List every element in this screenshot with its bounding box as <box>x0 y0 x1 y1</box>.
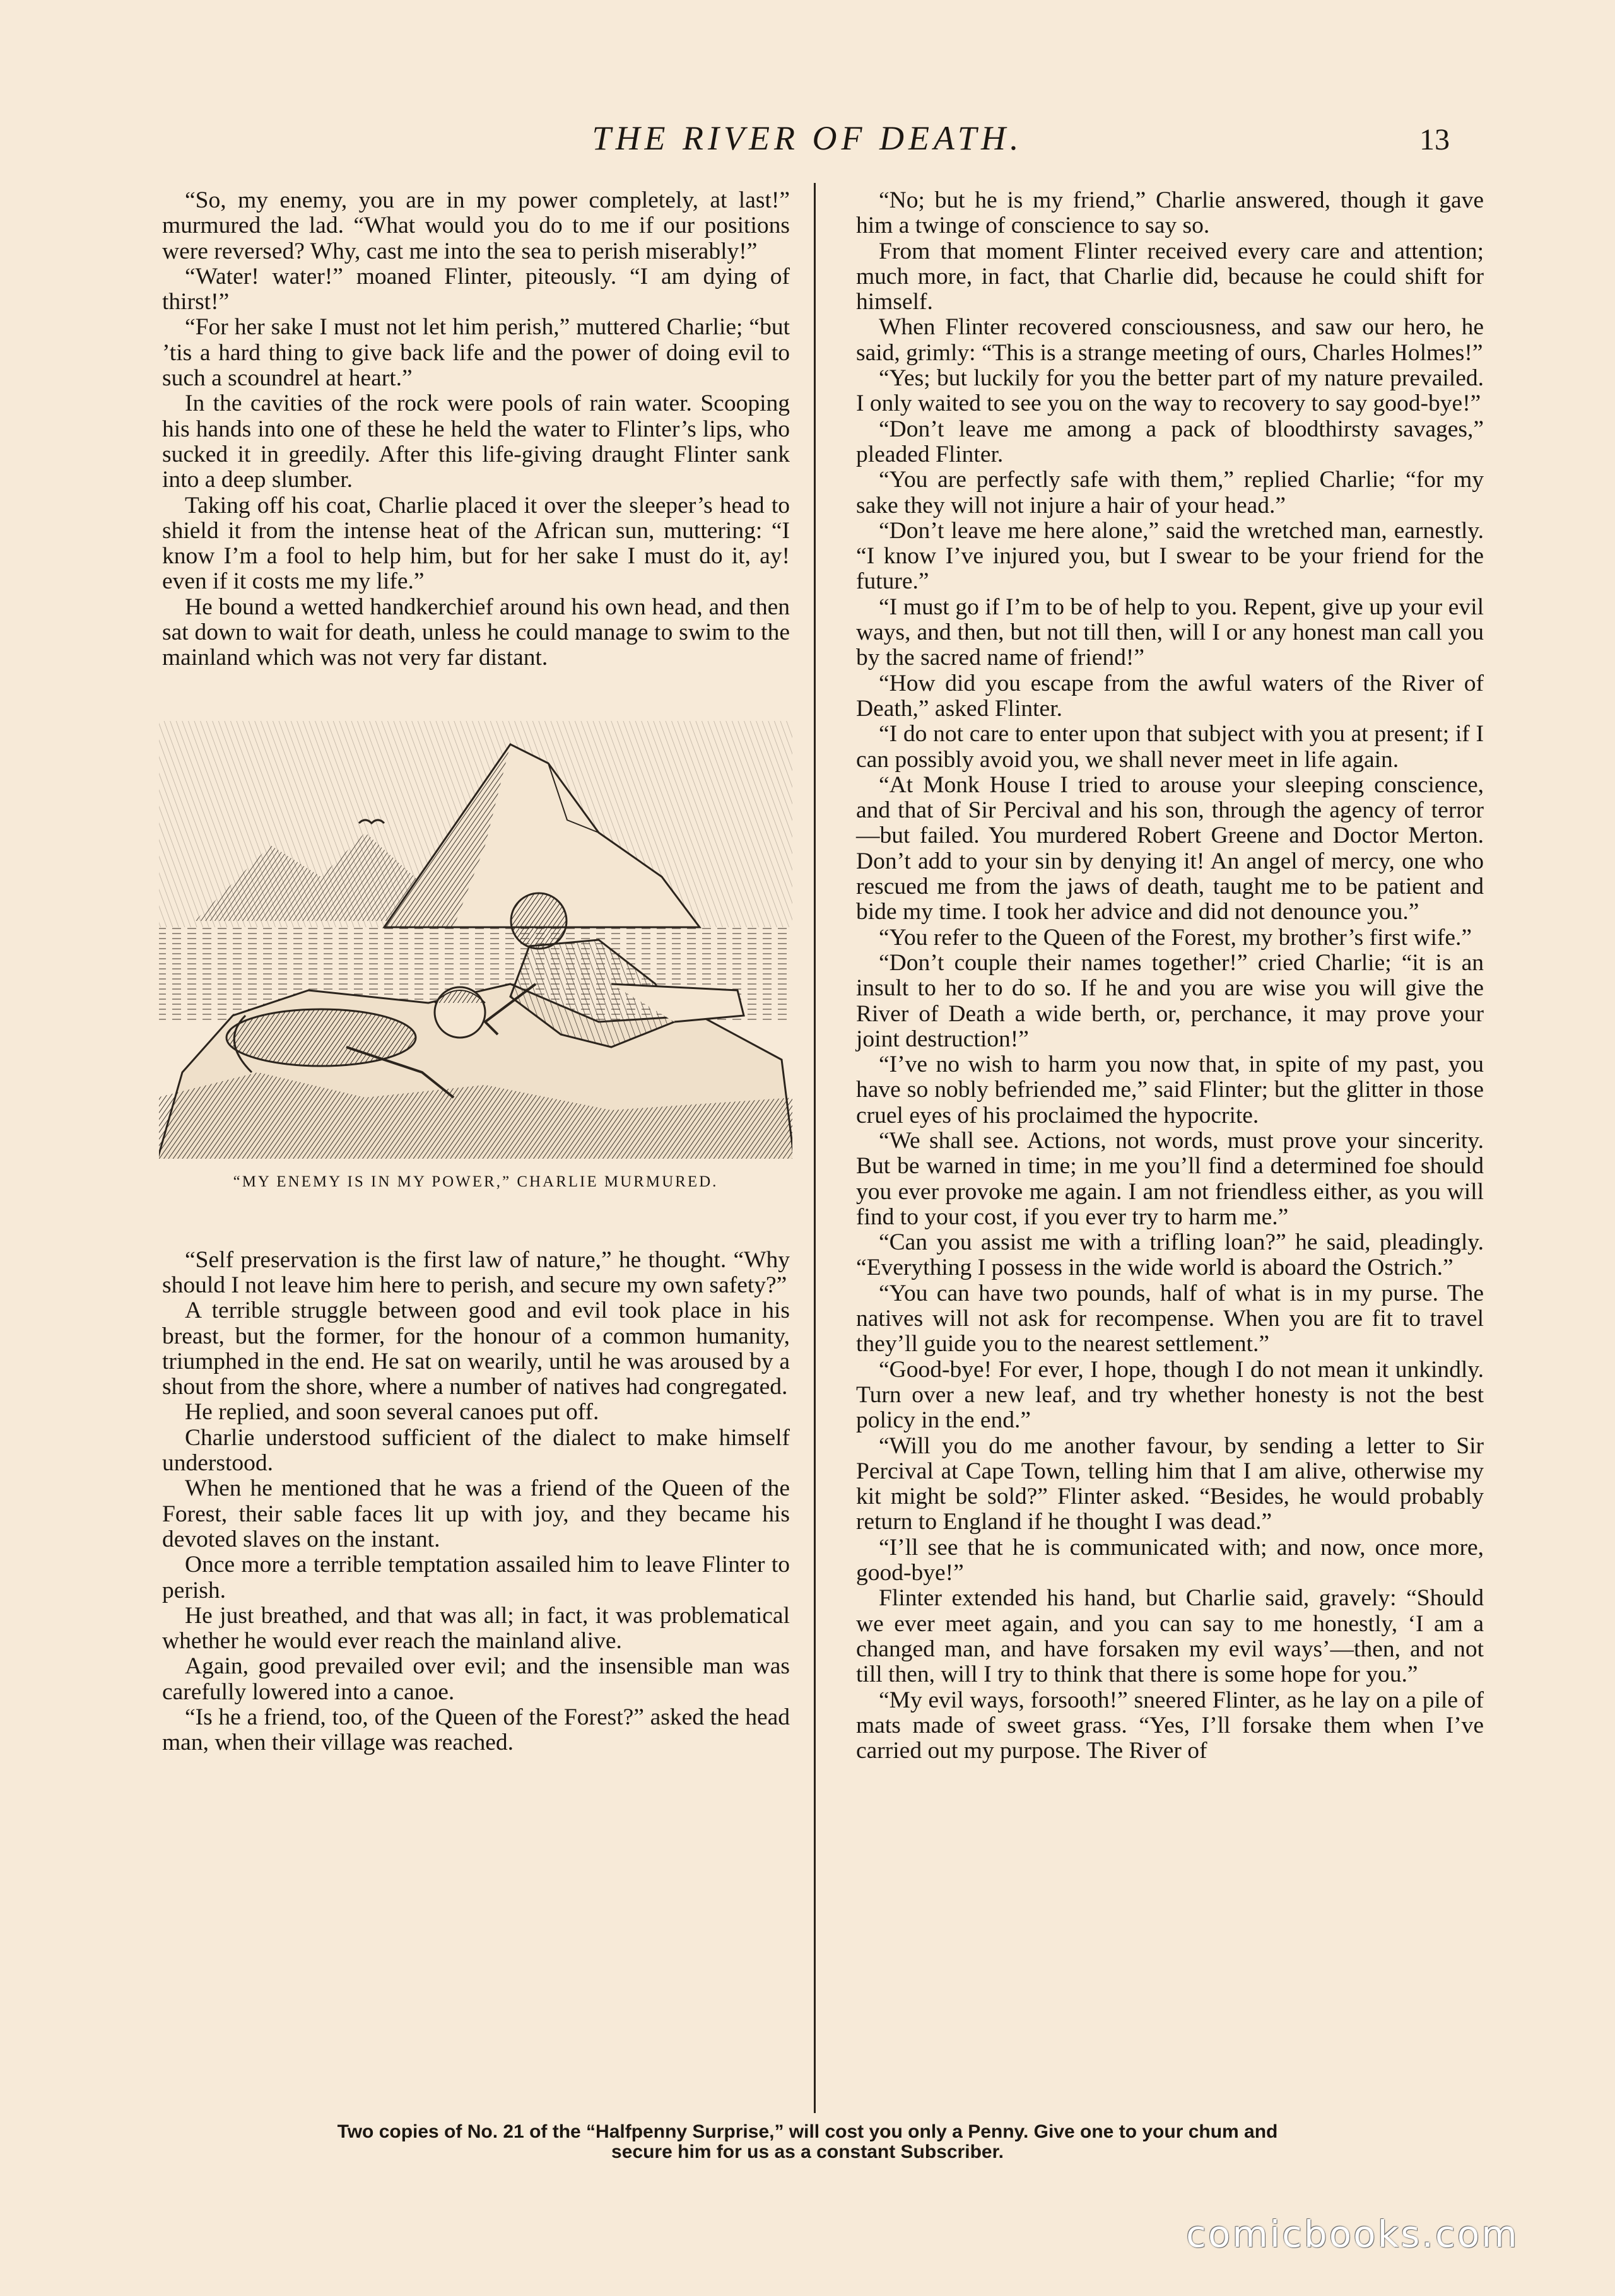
paragraph: “I’ve no wish to harm you now that, in spite of my past, you have so nobly befriended me,” said Flinter; but the glitter in those cruel eyes of his proclaimed the hypocrite. <box>856 1051 1484 1128</box>
paragraph: He bound a wetted handkerchief around his own head, and then sat down to wait for death, unless he could manage to swim to the mainland which was not very far distant. <box>162 594 790 671</box>
paragraph: “Water! water!” moaned Flinter, piteously. “I am dying of thirst!” <box>162 263 790 315</box>
paragraph: “No; but he is my friend,” Charlie answered, though it gave him a twinge of conscience to say so. <box>856 187 1484 239</box>
paragraph: “I do not care to enter upon that subject with you at present; if I can possibly avoid you, we shall never meet in life again. <box>856 721 1484 773</box>
paragraph: When Flinter recovered consciousness, and saw our hero, he said, grimly: “This is a strange meeting of ours, Charles Holmes!” <box>856 314 1484 366</box>
paragraph: “Good-bye! For ever, I hope, though I do not mean it unkindly. Turn over a new leaf, and try whether honesty is not the best policy in the end.” <box>856 1356 1484 1434</box>
paragraph: “We shall see. Actions, not words, must prove your sincerity. But be warned in time; in me you’ll find a determined foe should you ever provoke me again. I am not friendless either, as you will find to your cost, if you ever try to harm me.” <box>856 1127 1484 1230</box>
paragraph: “My evil ways, forsooth!” sneered Flinter, as he lay on a pile of mats made of sweet grass. “Yes, I’ll forsake them when I’ve carried out my purpose. The River of <box>856 1687 1484 1764</box>
paragraph: “Don’t leave me here alone,” said the wretched man, earnestly. “I know I’ve injured you, but I swear to be your friend for the future.” <box>856 517 1484 595</box>
paragraph: A terrible struggle between good and evil took place in his breast, but the former, for the honour of a common humanity, triumphed in the end. He sat on wearily, until he was aroused by a shout from the shore, where a number of natives had congregated. <box>162 1297 790 1400</box>
paragraph: “Don’t couple their names together!” cried Charlie; “it is an insult to her to do so. If he and you are wise you will give the River of Death a wide berth, or, perchance, it may prove your joint destruction!” <box>856 949 1484 1052</box>
paragraph: Once more a terrible temptation assailed him to leave Flinter to perish. <box>162 1552 790 1603</box>
illustration <box>157 719 794 1198</box>
paragraph: When he mentioned that he was a friend of the Queen of the Forest, their sable faces lit up with joy, and they became his devoted slaves on the instant. <box>162 1475 790 1552</box>
paragraph: He replied, and soon several canoes put off. <box>185 1399 599 1426</box>
paragraph: “I’ll see that he is communicated with; and now, once more, good-bye!” <box>856 1534 1484 1586</box>
paragraph: From that moment Flinter received every care and attention; much more, in fact, that Charlie did, because he could shift for himself. <box>856 238 1484 315</box>
paragraph: “Will you do me another favour, by sending a letter to Sir Percival at Cape Town, telling him that I am alive, otherwise my kit might be sold?” Flinter asked. “Besides, he would probably return to England if he thought I was dead.” <box>856 1432 1484 1535</box>
paragraph: Charlie understood sufficient of the dialect to make himself understood. <box>162 1424 790 1477</box>
paragraph: “I must go if I’m to be of help to you. Repent, give up your evil ways, and then, but not till then, will I or any honest man call you by the sacred name of friend!” <box>856 594 1484 671</box>
paragraph: “So, my enemy, you are in my power completely, at last!” murmured the lad. “What would you do to me if our positions were reversed? Why, cast me into the sea to perish miserably!” <box>162 187 790 264</box>
paragraph: “For her sake I must not let him perish,” muttered Charlie; “but ’tis a hard thing to give back life and the power of doing evil to such a scoundrel at heart.” <box>162 314 790 392</box>
subscription-notice <box>139 2122 1476 2162</box>
left-column-lower-text <box>162 1248 790 1756</box>
running-title: THE RIVER OF DEATH. <box>592 119 1023 157</box>
paragraph: “Self preservation is the first law of nature,” he thought. “Why should I not leave him here to perish, and secure my own safety?” <box>162 1246 790 1298</box>
paragraph: “At Monk House I tried to arouse your sleeping conscience, and that of Sir Percival and his son, through the agency of terror—but failed. You murdered Robert Greene and Doctor Merton. Don’t add to your sin by denying it! An angel of mercy, one who rescued me from the jaws of death, taught me to be patient and bide my time. I took her advice and did not denounce you.” <box>856 771 1484 925</box>
paragraph: He just breathed, and that was all; in fact, it was problematical whether he would ever reach the mainland alive. <box>162 1602 790 1655</box>
paragraph: “Yes; but luckily for you the better part of my nature prevailed. I only waited to see you on the way to recovery to say good-bye!” <box>856 365 1484 417</box>
paragraph: “You refer to the Queen of the Forest, my brother’s first wife.” <box>879 924 1472 951</box>
paragraph: “Is he a friend, too, of the Queen of the Forest?” asked the head man, when their village was reached. <box>162 1704 790 1756</box>
paragraph: “You are perfectly safe with them,” replied Charlie; “for my sake they will not injure a hair of your head.” <box>856 467 1484 518</box>
page-number: 13 <box>1419 123 1450 156</box>
paragraph: “You can have two pounds, half of what is in my purse. The natives will not ask for recompense. When you are fit to travel they’ll guide you to the nearest settlement.” <box>856 1280 1484 1357</box>
subscription-notice-line-1: Two copies of No. 21 of the “Halfpenny Surprise,” will cost you only a Penny. Give one to your chum and <box>337 2121 1278 2142</box>
paragraph: Flinter extended his hand, but Charlie said, gravely: “Should we ever meet again, and you can say to me honestly, ‘I am a changed man, and have forsaken my evil ways’—then, and not till then, will I try to think that there is some hope for you.” <box>856 1585 1484 1688</box>
paragraph: “How did you escape from the awful waters of the River of Death,” asked Flinter. <box>856 670 1484 722</box>
right-column <box>856 188 1484 1764</box>
paragraph: “Don’t leave me among a pack of bloodthirsty savages,” pleaded Flinter. <box>856 416 1484 467</box>
illustration-caption: “MY ENEMY IS IN MY POWER,” CHARLIE MURMURED. <box>233 1173 719 1190</box>
left-column <box>162 188 790 1756</box>
rock-scene-engraving-image <box>157 719 794 1161</box>
paragraph: Taking off his coat, Charlie placed it over the sleeper’s head to shield it from the intense heat of the African sun, muttering: “I know I’m a fool to help him, but for her sake I must do it, ay! even if it costs me my life.” <box>162 492 790 595</box>
column-divider <box>814 183 816 2113</box>
left-column-upper-text <box>162 188 790 671</box>
paragraph: In the cavities of the rock were pools of rain water. Scooping his hands into one of these he held the water to Flinter’s lips, who sucked it in greedily. After this life-giving draught Flinter sank into a deep slumber. <box>162 390 790 493</box>
watermark: comicbooks.com <box>1186 2213 1519 2256</box>
paragraph: Again, good prevailed over evil; and the insensible man was carefully lowered into a canoe. <box>162 1653 790 1705</box>
paragraph: “Can you assist me with a trifling loan?” he said, pleadingly. “Everything I possess in the wide world is aboard the Ostrich.” <box>856 1229 1484 1281</box>
subscription-notice-line-2: secure him for us as a constant Subscriber. <box>611 2141 1004 2162</box>
